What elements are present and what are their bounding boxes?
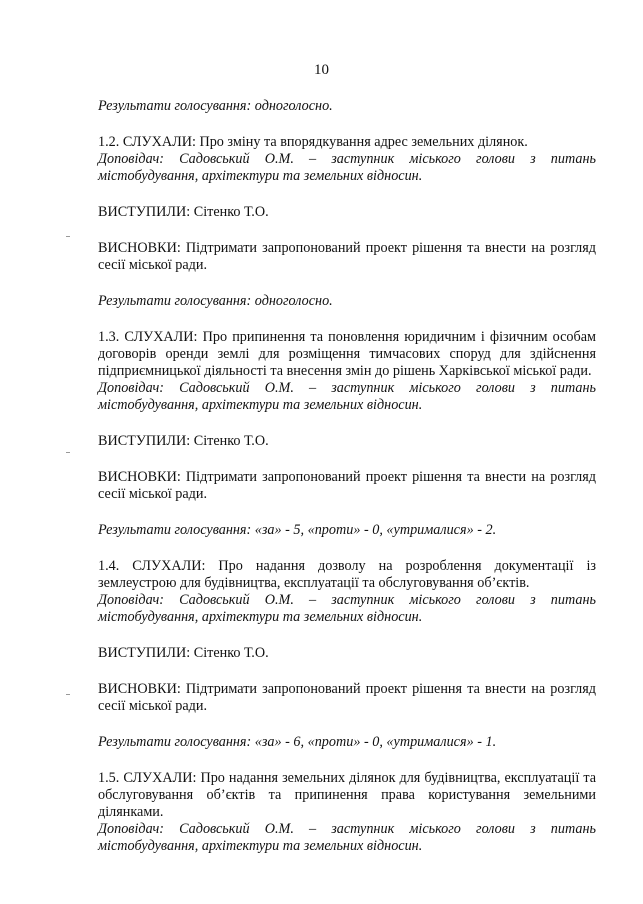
heard-item: 1.4. СЛУХАЛИ: Про надання дозволу на розроблення документації із землеустрою для будівництва, експлуатації та обслуговування об’єктів. [98, 558, 596, 591]
conclusion: ВИСНОВКИ: Підтримати запропонований проект рішення та внести на розгляд сесії міської ради. [98, 681, 596, 714]
vote-result: Результати голосування: одноголосно. [98, 98, 333, 114]
heard-item: 1.3. СЛУХАЛИ: Про припинення та поновлення юридичним і фізичним особам договорів оренди землі для розміщення тимчасових споруд для здійснення підприємницької діяльності та внесення змін до рішень Харківської міської ради. [98, 329, 596, 379]
vote-result: Результати голосування: «за» - 5, «проти» - 0, «утрималися» - 2. [98, 522, 497, 538]
conclusion: ВИСНОВКИ: Підтримати запропонований проект рішення та внести на розгляд сесії міської ради. [98, 469, 596, 502]
speaker: Доповідач: Садовський О.М. – заступник міського голови з питань містобудування, архітектури та земельних відносин. [98, 380, 596, 413]
vote-result: Результати голосування: «за» - 6, «проти» - 0, «утрималися» - 1. [98, 734, 497, 750]
margin-mark [66, 452, 70, 453]
margin-mark [66, 694, 70, 695]
spoke-line: ВИСТУПИЛИ: Сітенко Т.О. [98, 645, 269, 661]
margin-mark [66, 236, 70, 237]
heard-item: 1.5. СЛУХАЛИ: Про надання земельних ділянок для будівництва, експлуатації та обслуговування об’єктів та припинення права користування земельними ділянками. [98, 770, 596, 820]
page-number: 10 [314, 62, 329, 78]
conclusion: ВИСНОВКИ: Підтримати запропонований проект рішення та внести на розгляд сесії міської ради. [98, 240, 596, 273]
spoke-line: ВИСТУПИЛИ: Сітенко Т.О. [98, 204, 269, 220]
spoke-line: ВИСТУПИЛИ: Сітенко Т.О. [98, 433, 269, 449]
speaker: Доповідач: Садовський О.М. – заступник міського голови з питань містобудування, архітектури та земельних відносин. [98, 151, 596, 184]
vote-result: Результати голосування: одноголосно. [98, 293, 333, 309]
speaker: Доповідач: Садовський О.М. – заступник міського голови з питань містобудування, архітектури та земельних відносин. [98, 592, 596, 625]
heard-item: 1.2. СЛУХАЛИ: Про зміну та впорядкування адрес земельних ділянок. [98, 134, 528, 150]
speaker: Доповідач: Садовський О.М. – заступник міського голови з питань містобудування, архітектури та земельних відносин. [98, 821, 596, 854]
document-body [98, 98, 596, 874]
